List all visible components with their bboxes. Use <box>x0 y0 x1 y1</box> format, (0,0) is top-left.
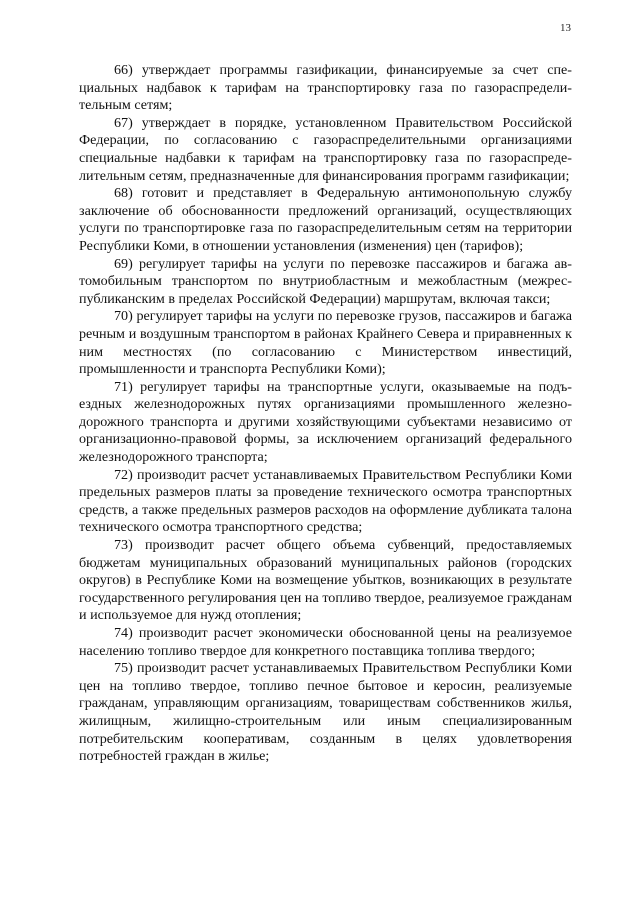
paragraph-75: 75) производит расчет устанавливаемых Правительством Республики Коми цен на топливо твердое, топливо печное бытовое и керосин, реализуемые гражданам, управляющим организациям, товариществам собственников жилья, жилищным, жилищно-строительным или иным специализированным потребительским кооперативам, созданным в целях удовлетворения потребностей граждан в жилье; <box>79 660 572 765</box>
paragraph-66: 66) утверждает программы газификации, финансируемые за счет специальных надбавок к тарифам на транспортировку газа по газораспределительным сетям; <box>79 62 572 114</box>
paragraph-71: 71) регулирует тарифы на транспортные услуги, оказываемые на подъездных железнодорожных путях организациями промышленного железнодорожного транспорта и другими хозяйствующими субъектами независимо от организационно-правовой формы, за исключением организаций федерального железнодорожного транспорта; <box>79 378 572 466</box>
paragraph-69: 69) регулирует тарифы на услуги по перевозке пассажиров и багажа автомобильным транспортом по внутриобластным и межобластным (межреспубликанским в пределах Российской Федерации) маршрутам, включая такси; <box>79 255 572 307</box>
paragraph-73: 73) производит расчет общего объема субвенций, предоставляемых бюджетам муниципальных образований муниципальных районов (городских округов) в Республике Коми на возмещение убытков, возникающих в результате государственного регулирования цен на топливо твердое, реализуемое гражданам и используемое для нужд отопления; <box>79 537 572 624</box>
paragraph-74: 74) производит расчет экономически обоснованной цены на реализуемое населению топливо твердое для конкретного поставщика топлива твердого; <box>79 625 572 659</box>
paragraph-68: 68) готовит и представляет в Федеральную антимонопольную службу заключение об обоснованности предложений организаций, осуществляющих услуги по транспортировке газа по газораспределительным сетям на территории Республики Коми, в отношении установления (изменения) цен (тарифов); <box>79 185 572 254</box>
page-number: 13 <box>560 22 571 34</box>
paragraph-72: 72) производит расчет устанавливаемых Правительством Республики Коми предельных размеров платы за проведение технического осмотра транспортных средств, а также предельных размеров расходов на оформление дубликата талона технического осмотра транспортного средства; <box>79 466 572 536</box>
document-body <box>79 62 572 766</box>
paragraph-67: 67) утверждает в порядке, установленном Правительством Российской Федерации, по согласованию с газораспределительными организациями специальные надбавки к тарифам на транспортировку газа по газораспределительным сетям, предназначенные для финансирования программ газификации; <box>79 114 572 184</box>
paragraph-70: 70) регулирует тарифы на услуги по перевозке грузов, пассажиров и багажа речным и воздушным транспортом в районах Крайнего Севера и приравненных к ним местностях (по согласованию с Министерством инвестиций, промышленности и транспорта Республики Коми); <box>79 308 572 378</box>
